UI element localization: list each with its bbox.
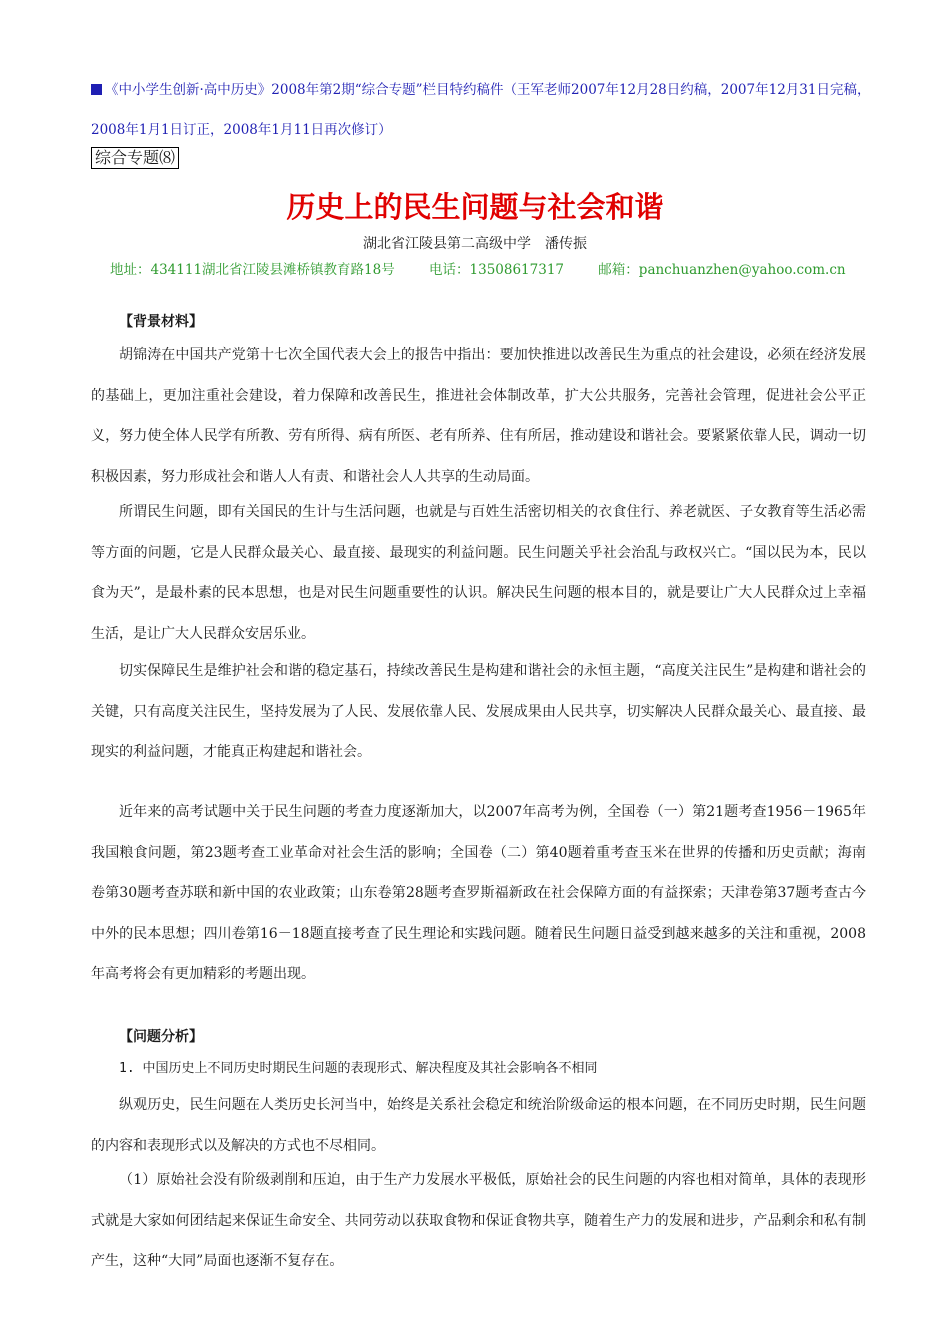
contact-phone: 电话：13508617317 <box>429 262 564 278</box>
background-heading: 【背景材料】 <box>119 314 203 330</box>
square-bullet-icon <box>91 84 102 95</box>
background-paragraph-3: 切实保障民生是维护社会和谐的稳定基石，持续改善民生是构建和谐社会的永恒主题，“高度关注民生”是构建和谐社会的关键，只有高度关注民生，坚持发展为了人民、发展依靠人民、发展成果由人民共享，切实解决人民群众最关心、最直接、最现实的利益问题，才能真正构建起和谐社会。 <box>91 663 866 760</box>
contact-email: 邮箱：panchuanzhen@yahoo.com.cn <box>598 262 846 278</box>
contact-line <box>110 259 876 281</box>
background-paragraph-4: 近年来的高考试题中关于民生问题的考查力度逐渐加大，以2007年高考为例，全国卷（一）第21题考查1956－1965年我国粮食问题，第23题考查工业革命对社会生活的影响；全国卷（二）第40题着重考查玉米在世界的传播和历史贡献；海南卷第30题考查苏联和新中国的农业政策；山东卷第28题考查罗斯福新政在社会保障方面的有益探索；天津卷第37题考查古今中外的民本思想；四川卷第16－18题直接考查了民生理论和实践问题。随着民生问题日益受到越来越多的关注和重视，2008年高考将会有更加精彩的考题出现。 <box>91 804 866 982</box>
analysis-paragraph-2: （1）原始社会没有阶级剥削和压迫，由于生产力发展水平极低，原始社会的民生问题的内容也相对简单，具体的表现形式就是大家如何团结起来保证生命安全、共同劳动以获取食物和保证食物共享，随着生产力的发展和进步，产品剩余和私有制产生，这种“大同”局面也逐渐不复存在。 <box>91 1172 866 1269</box>
column-tag: 综合专题⑻ <box>91 147 179 169</box>
article-title: 历史上的民生问题与社会和谐 <box>286 190 664 224</box>
header-note-text: 《中小学生创新·高中历史》2008年第2期“综合专题”栏目特约稿件（王军老师2007年12月28日约稿，2007年12月31日完稿，2008年1月1日订正，2008年1月11日再次修订） <box>91 82 871 138</box>
author-line: 湖北省江陵县第二高级中学 潘传振 <box>363 236 587 252</box>
background-paragraph-1: 胡锦涛在中国共产党第十七次全国代表大会上的报告中指出：要加快推进以改善民生为重点的社会建设，必须在经济发展的基础上，更加注重社会建设，着力保障和改善民生，推进社会体制改革，扩大公共服务，完善社会管理，促进社会公平正义，努力使全体人民学有所教、劳有所得、病有所医、老有所养、住有所居，推动建设和谐社会。要紧紧依靠人民，调动一切积极因素，努力形成社会和谐人人有责、和谐社会人人共享的生动局面。 <box>91 347 866 485</box>
header-note <box>91 70 871 150</box>
analysis-subheading: 1. 中国历史上不同历史时期民生问题的表现形式、解决程度及其社会影响各不相同 <box>119 1061 598 1076</box>
background-paragraph-2: 所谓民生问题，即有关国民的生计与生活问题，也就是与百姓生活密切相关的衣食住行、养老就医、子女教育等生活必需等方面的问题，它是人民群众最关心、最直接、最现实的利益问题。民生问题关乎社会治乱与政权兴亡。“国以民为本，民以食为天”，是最朴素的民本思想，也是对民生问题重要性的认识。解决民生问题的根本目的，就是要让广大人民群众过上幸福生活，是让广大人民群众安居乐业。 <box>91 504 866 642</box>
analysis-heading: 【问题分析】 <box>119 1029 203 1045</box>
contact-address: 地址：434111湖北省江陵县滩桥镇教育路18号 <box>110 262 395 278</box>
analysis-paragraph-1: 纵观历史，民生问题在人类历史长河当中，始终是关系社会稳定和统治阶级命运的根本问题，在不同历史时期，民生问题的内容和表现形式以及解决的方式也不尽相同。 <box>91 1097 866 1154</box>
